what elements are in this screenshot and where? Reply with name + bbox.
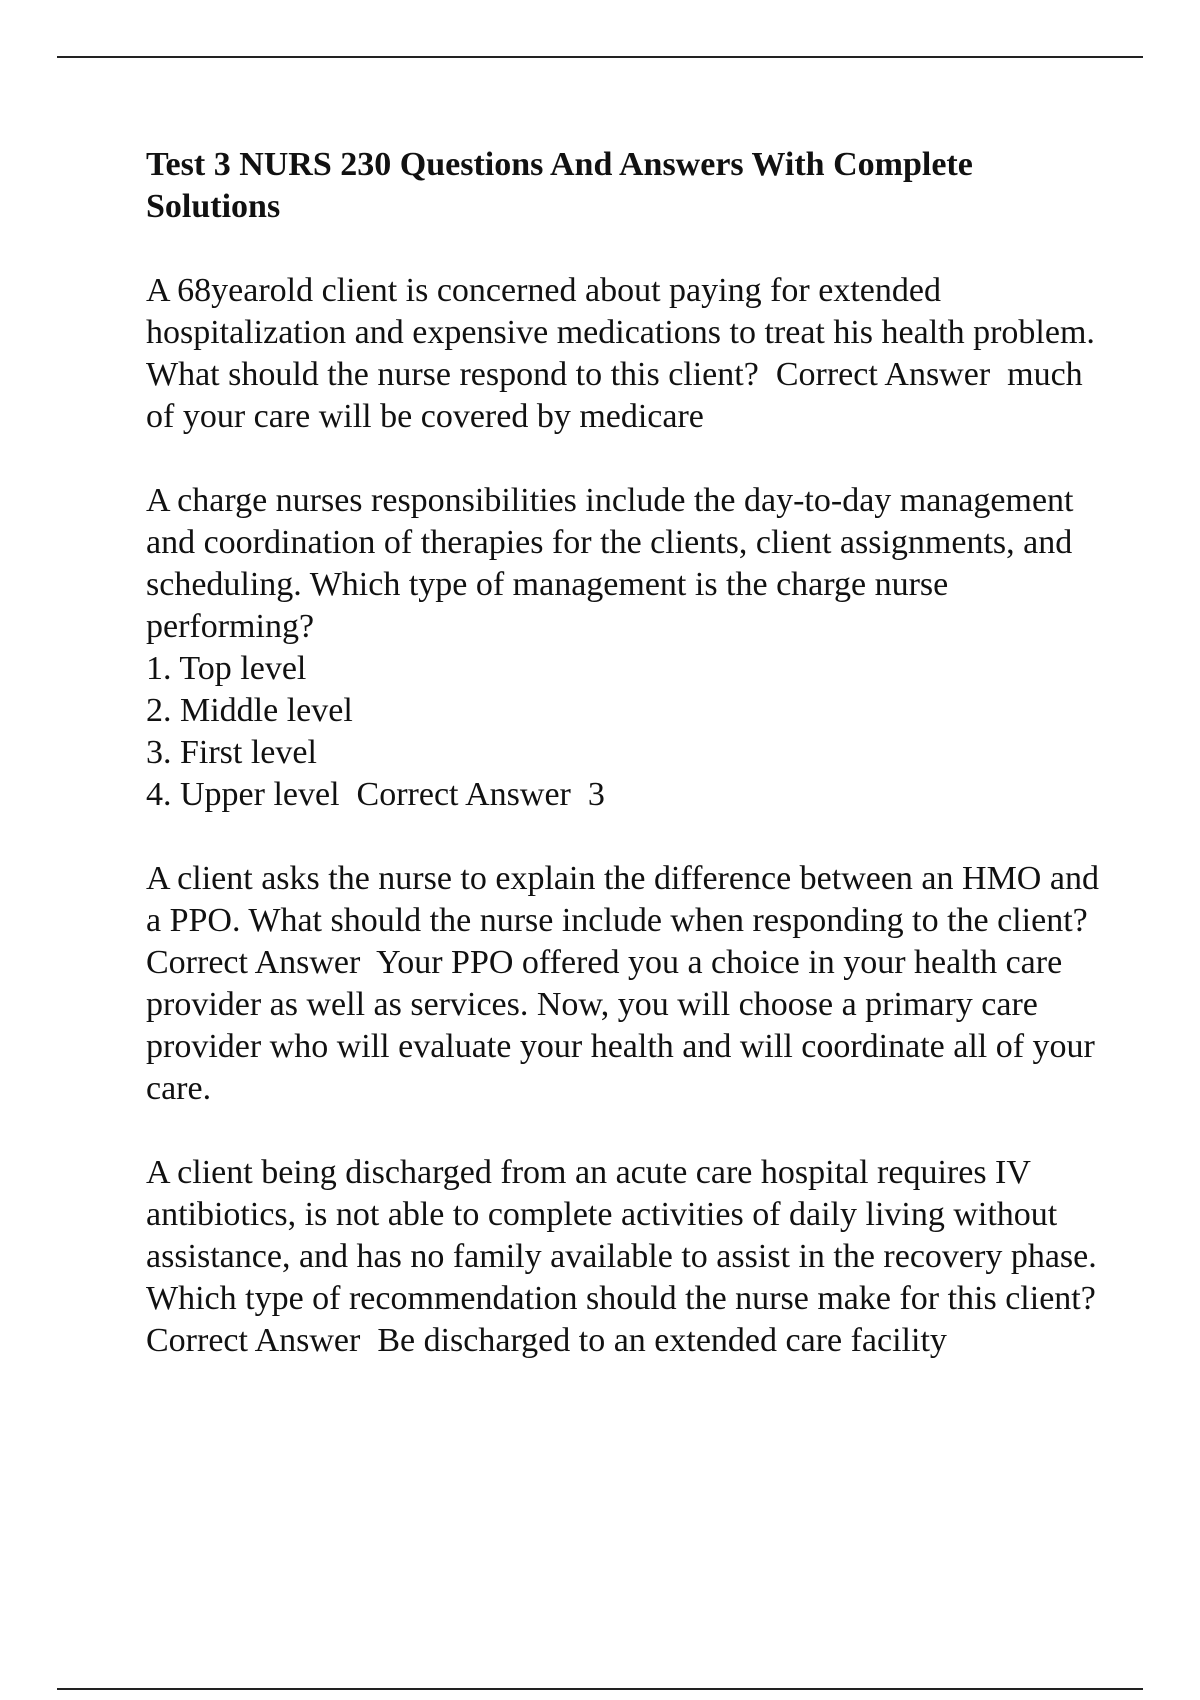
footer-rule	[57, 1688, 1143, 1690]
qa-entry-1: A 68yearold client is concerned about paying for extended hospitalization and expensive medications to treat his health problem. What should the nurse respond to this client? Correct Answer much of your care will be covered by medicare	[146, 272, 1103, 435]
qa-entry-2: A charge nurses responsibilities include the day-to-day management and coordination of therapies for the clients, client assignments, and scheduling. Which type of management is the charge nurse performing? 1. Top level 2. Middle level 3. First level 4. Upper level Correct Answer 3	[146, 482, 1074, 813]
document-body	[146, 144, 1113, 1362]
qa-entry-4: A client being discharged from an acute care hospital requires IV antibiotics, is not able to complete activities of daily living without assistance, and has no family available to assist in the recovery phase. Which type of recommendation should the nurse make for this client? Correct Answer Be discharged to an extended care facility	[146, 1154, 1113, 1359]
document-title: Test 3 NURS 230 Questions And Answers With Complete Solutions	[146, 146, 973, 225]
header-rule	[57, 56, 1143, 58]
qa-entry-3: A client asks the nurse to explain the difference between an HMO and a PPO. What should the nurse include when responding to the client? Correct Answer Your PPO offered you a choice in your health care provider as well as services. Now, you will choose a primary care provider who will evaluate your health and will coordinate all of your care.	[146, 860, 1108, 1107]
